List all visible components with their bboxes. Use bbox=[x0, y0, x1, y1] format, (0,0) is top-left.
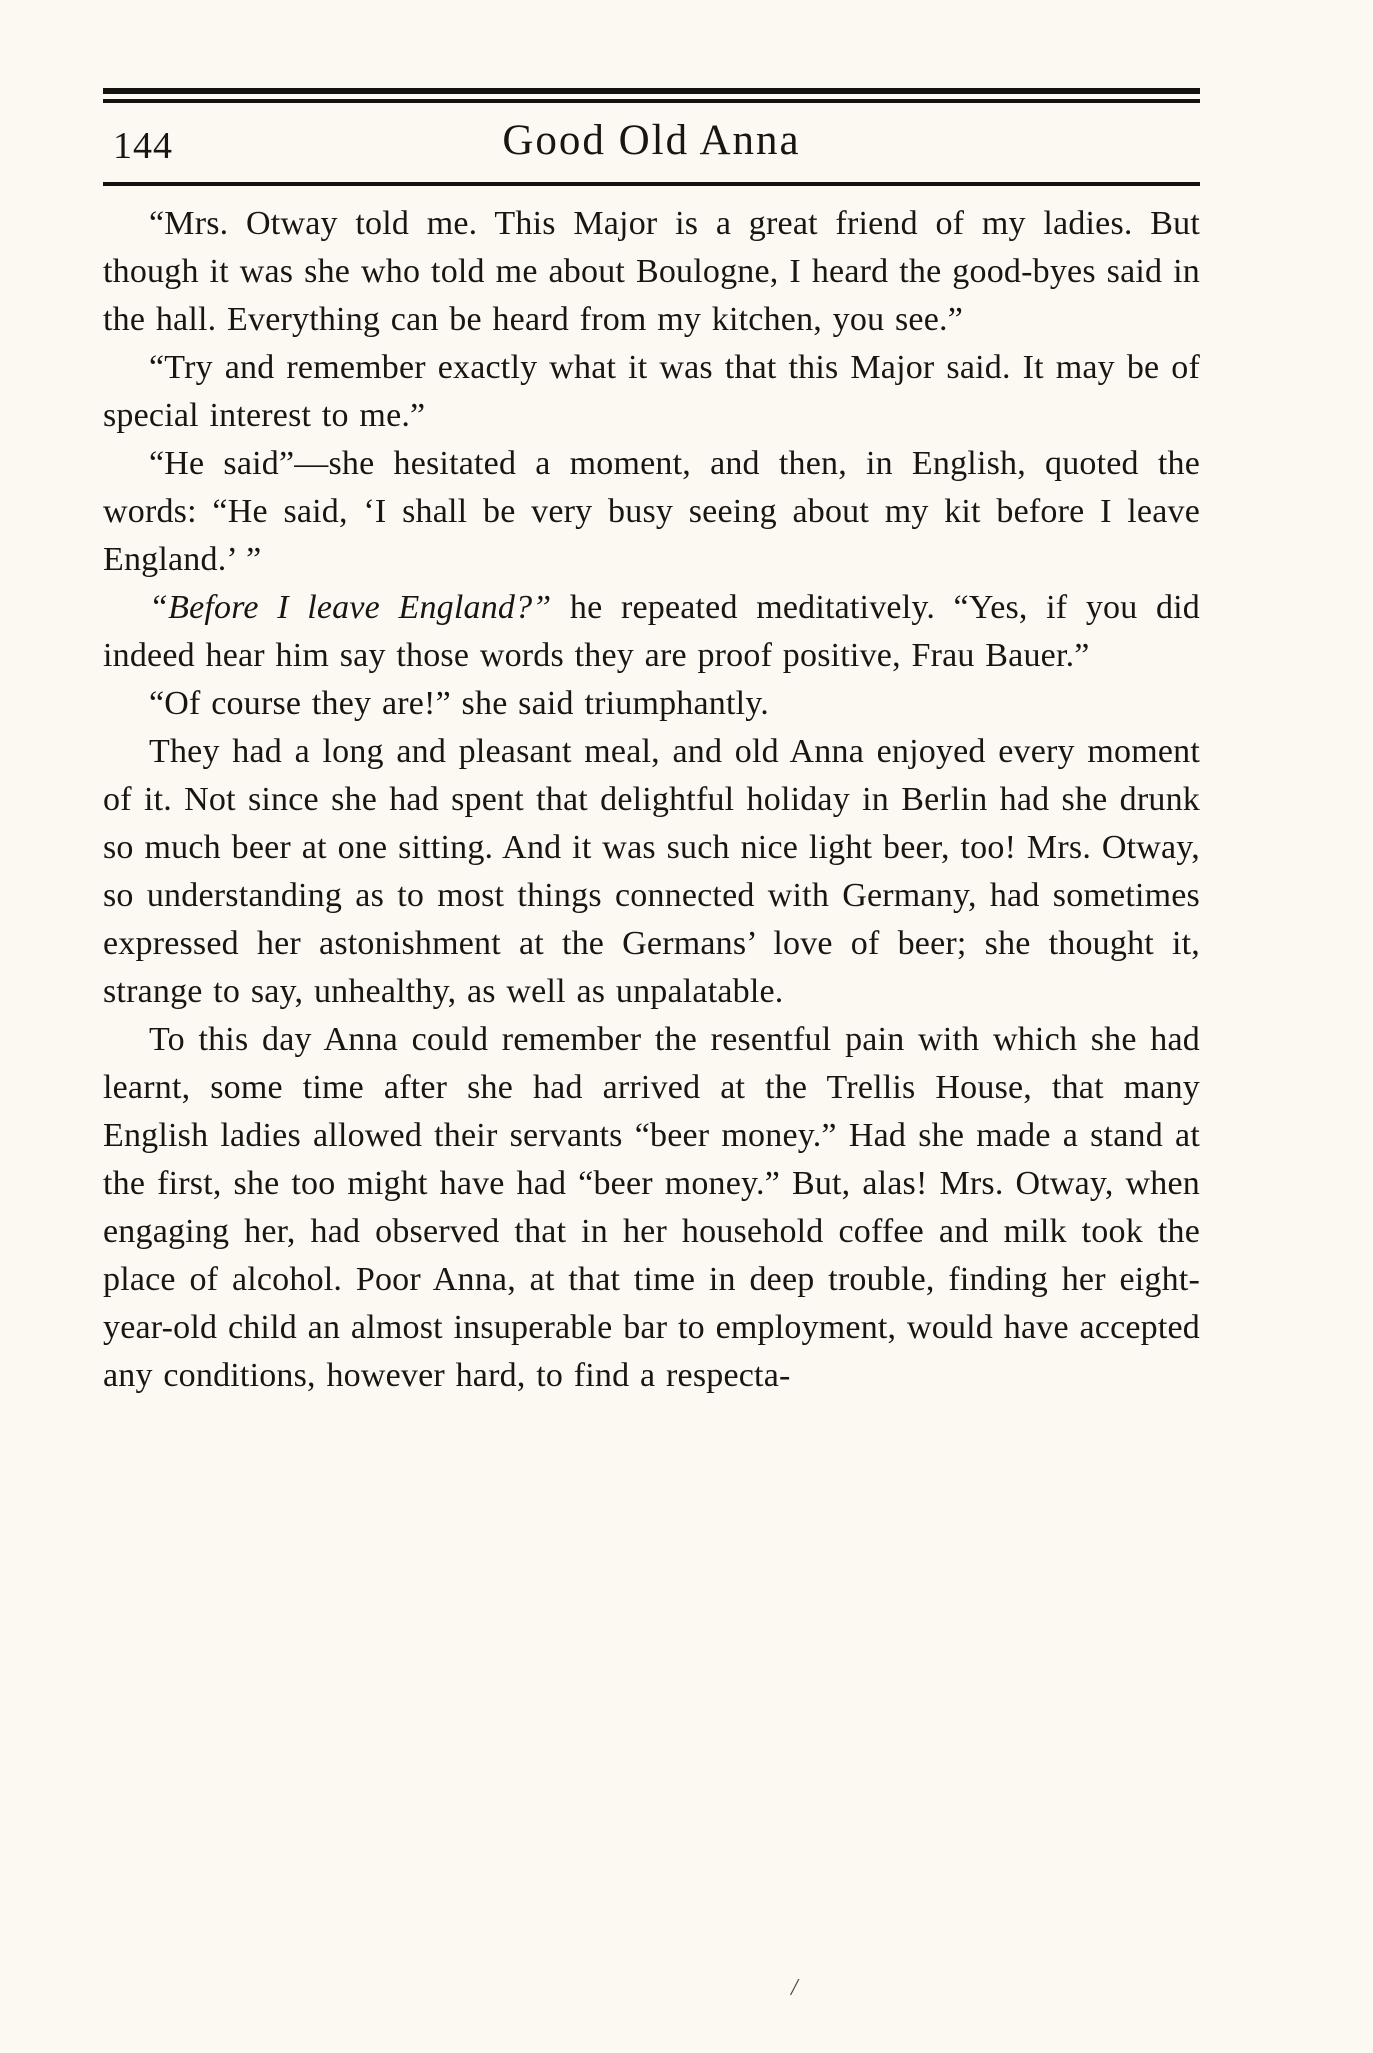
header-rule bbox=[103, 182, 1200, 186]
printer-mark: / bbox=[791, 1975, 798, 2001]
paragraph-with-italic bbox=[103, 584, 1200, 680]
paragraph: “Mrs. Otway told me. This Major is a great friend of my ladies. But though it was she who told me about Boulogne, I heard the good-byes said in the hall. Everything can be heard from my kitchen, you see.” bbox=[103, 205, 1200, 338]
paragraph: “Try and remember exactly what it was that this Major said. It may be of special interest to me.” bbox=[103, 349, 1200, 434]
paragraph: “He said”—she hesitated a moment, and then, in English, quoted the words: “He said, ‘I shall be very busy seeing about my kit before I leave England.’ ” bbox=[103, 445, 1200, 578]
italic-quote: “Before I leave England?” bbox=[149, 589, 552, 626]
paragraph: They had a long and pleasant meal, and old Anna enjoyed every moment of it. Not since she had spent that delightful holiday in Berlin had she drunk so much beer at one sitting. And it was such nice light beer, too! Mrs. Otway, so understanding as to most things connected with Germany, had sometimes expressed her astonishment at the Germans’ love of beer; she thought it, strange to say, unhealthy, as well as unpalatable. bbox=[103, 733, 1200, 1010]
page-number: 144 bbox=[113, 125, 173, 167]
paragraph: To this day Anna could remember the resentful pain with which she had learnt, some time after she had arrived at the Trellis House, that many English ladies allowed their servants “beer money.” Had she made a stand at the first, she too might have had “beer money.” But, alas! Mrs. Otway, when engaging her, had observed that in her household coffee and milk took the place of alcohol. Poor Anna, at that time in deep trouble, finding her eight-year-old child an almost insuperable bar to employment, would have accepted any conditions, however hard, to find a respecta- bbox=[103, 1021, 1200, 1394]
book-page bbox=[103, 0, 1200, 2053]
paragraph-rest: he repeated meditatively. “Yes, if you did indeed hear him say those words they are proof positive, Frau Bauer.” bbox=[103, 589, 1200, 674]
running-header bbox=[103, 112, 1200, 174]
body-text bbox=[103, 200, 1200, 1400]
paragraph: “Of course they are!” she said triumphantly. bbox=[149, 685, 769, 722]
page-title: Good Old Anna bbox=[502, 117, 801, 164]
top-double-rule bbox=[103, 88, 1200, 103]
